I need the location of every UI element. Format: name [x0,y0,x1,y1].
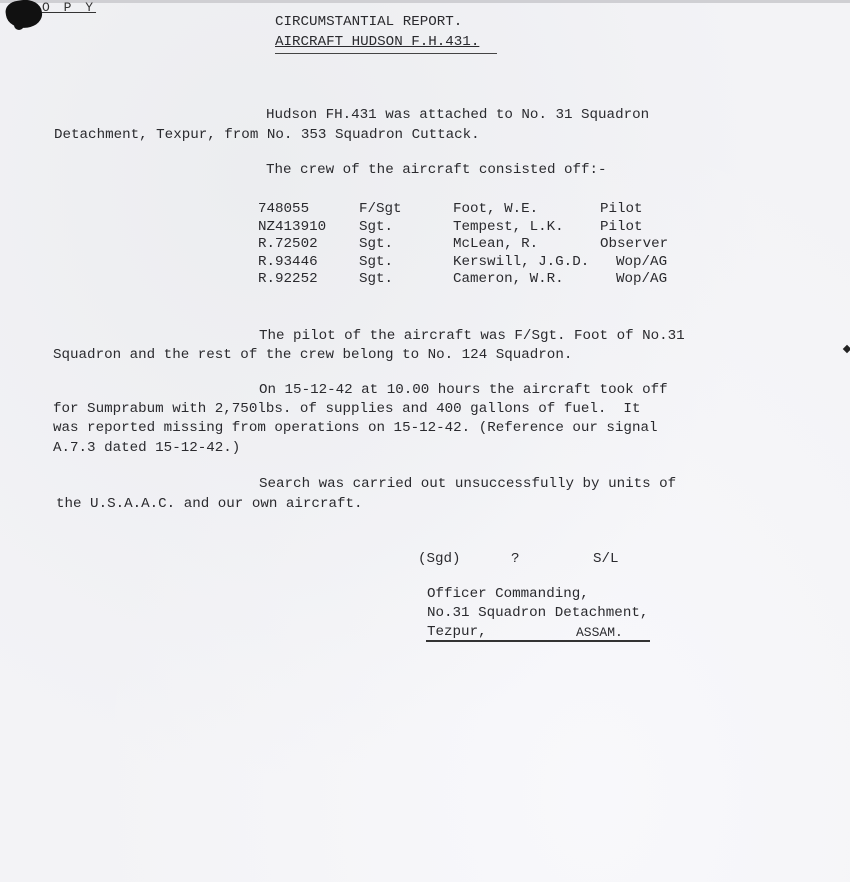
signatory-title: Officer Commanding, [427,586,589,602]
crew-rank: Sgt. [359,271,394,287]
ink-blot [4,0,44,30]
paragraph-4-line-3: was reported missing from operations on 15-12-42. (Reference our signal [53,420,658,436]
copy-stamp: O P Y [42,0,97,15]
crew-name: Cameron, W.R. [453,271,564,287]
crew-name: Tempest, L.K. [453,218,564,235]
crew-rank: Sgt. [359,218,394,235]
crew-name: Kerswill, J.G.D. [453,253,590,270]
crew-rank: Sgt. [359,253,394,270]
crew-number: R.93446 [258,253,318,270]
edge-mark [843,345,850,353]
crew-ranks [359,201,402,289]
paragraph-4-line-4: A.7.3 dated 15-12-42.) [53,440,241,456]
signatory-rank: S/L [593,551,619,567]
paragraph-4-line-1: On 15-12-42 at 10.00 hours the aircraft took off [259,382,668,398]
crew-names [453,201,589,289]
crew-name: McLean, R. [453,236,539,252]
crew-roles [600,201,668,289]
signed-mark: (Sgd) [418,551,461,567]
title-underline [275,53,497,54]
paragraph-1-line-1: Hudson FH.431 was attached to No. 31 Squadron [266,107,650,123]
crew-role: Wop/AG [616,253,668,270]
report-title: CIRCUMSTANTIAL REPORT. [275,14,463,30]
paragraph-5-line-1: Search was carried out unsuccessfully by units of [259,476,677,492]
paragraph-3-line-1: The pilot of the aircraft was F/Sgt. Foot of No.31 [259,328,685,344]
crew-numbers [258,201,326,289]
crew-role: Observer [600,236,669,252]
crew-rank: F/Sgt [359,201,402,217]
report-subtitle: AIRCRAFT HUDSON F.H.431. [275,34,480,50]
crew-rank: Sgt. [359,236,394,252]
paragraph-2: The crew of the aircraft consisted off:- [266,162,607,178]
crew-number: R.92252 [258,271,318,287]
scan-edge [0,0,850,3]
paragraph-4-line-2: for Sumprabum with 2,750lbs. of supplies and 400 gallons of fuel. It [53,401,641,417]
signatory-name: ? [511,551,520,567]
crew-name: Foot, W.E. [453,201,539,217]
crew-number: 748055 [258,201,310,217]
signature-underline [426,640,650,642]
crew-role: Pilot [600,201,643,217]
ink-blot-drip [14,20,24,30]
crew-number: NZ413910 [258,218,327,235]
paragraph-5-line-2: the U.S.A.A.C. and our own aircraft. [56,496,363,512]
crew-role: Wop/AG [616,271,668,287]
signatory-unit: No.31 Squadron Detachment, [427,605,649,621]
signatory-state: ASSAM. [576,625,623,640]
paragraph-3-line-2: Squadron and the rest of the crew belong to No. 124 Squadron. [53,347,573,363]
crew-number: R.72502 [258,236,318,252]
paragraph-1-line-2: Detachment, Texpur, from No. 353 Squadron Cuttack. [54,127,480,143]
signatory-place: Tezpur, [427,624,487,640]
crew-role: Pilot [600,218,643,235]
